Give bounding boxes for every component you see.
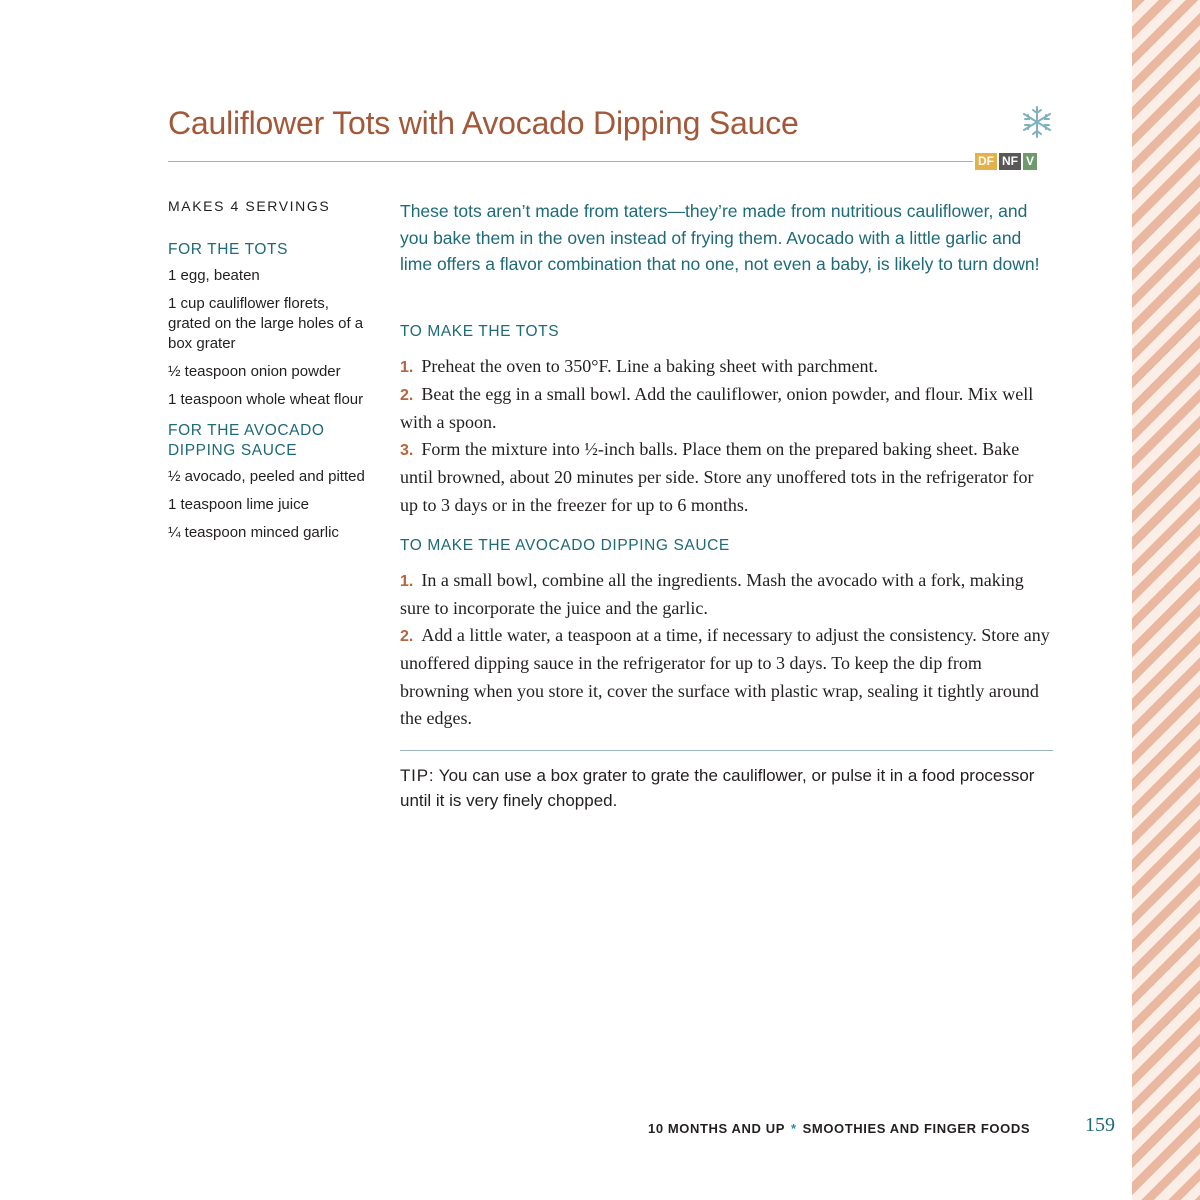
ingredient-item: ½ avocado, peeled and pitted [168,468,365,485]
tots-steps [400,353,1055,519]
sauce-ingredients-heading: FOR THE AVOCADO DIPPING SAUCE [168,422,325,459]
ingredient-item: 1 egg, beaten [168,267,260,284]
tots-ingredients-heading: FOR THE TOTS [168,241,289,258]
running-footer [648,1121,1030,1136]
footer-section: 10 MONTHS AND UP [648,1121,785,1136]
ingredient-item: 1 cup cauliflower florets, grated on the large holes of a box grater [168,295,364,352]
make-tots-heading: TO MAKE THE TOTS [400,322,560,340]
sauce-steps [400,567,1055,732]
title-divider [168,161,973,162]
tots-ingredient-list [168,266,368,410]
step-text: Beat the egg in a small bowl. Add the cauliflower, onion powder, and flour. Mix well with a spoon. [400,383,1034,432]
ingredient-item: 1 teaspoon whole wheat flour [168,391,364,408]
step-number: 2. [400,386,414,404]
tip-label: TIP: [400,765,435,785]
tip [400,763,1055,813]
step-number: 3. [400,442,414,460]
decorative-stripe-band [1132,0,1200,1200]
recipe-title: Cauliflower Tots with Avocado Dipping Sauce [168,105,799,141]
sauce-ingredient-list [168,467,368,543]
tip-divider [400,750,1053,751]
instructions-column [400,198,1055,813]
footer-chapter: SMOOTHIES AND FINGER FOODS [802,1121,1031,1136]
ingredient-item: ½ teaspoon onion powder [168,363,341,380]
step-item [400,436,1055,519]
snowflake-icon [1020,104,1054,140]
step-item [400,381,1055,436]
step-text: Add a little water, a teaspoon at a time, if necessary to adjust the consistency. Store any unoffered dipping sauce in the refrigerator for up to 3 days. To keep the dip from browning when you store it, cover the surface with plastic wrap, sealing it tightly around the edges. [400,625,1050,728]
step-text: Form the mixture into ½-inch balls. Place them on the prepared baking sheet. Bake until browned, about 20 minutes per side. Store any unoffered tots in the refrigerator for up to 3 days or in the freezer for up to 6 months. [400,439,1034,515]
step-number: 1. [400,358,414,376]
step-number: 1. [400,572,414,590]
ingredient-item: ¼ teaspoon minced garlic [168,524,339,541]
footer-separator: * [790,1121,797,1136]
tip-text: You can use a box grater to grate the cauliflower, or pulse it in a food processor until it is very finely chopped. [400,765,1035,810]
page-number: 159 [1085,1114,1115,1136]
step-item [400,622,1055,732]
recipe-intro: These tots aren’t made from taters—they’re made from nutritious cauliflower, and you bake them in the oven instead of frying them. Avocado with a little garlic and lime offers a flavor combination that no one, not even a baby, is likely to turn down! [400,201,1040,274]
make-sauce-heading: TO MAKE THE AVOCADO DIPPING SAUCE [400,536,730,554]
servings: MAKES 4 SERVINGS [168,198,331,214]
ingredient-item: 1 teaspoon lime juice [168,496,309,513]
diet-badges [975,153,1037,170]
step-item [400,567,1055,622]
step-item [400,353,1055,381]
ingredients-column [168,198,368,554]
step-text: In a small bowl, combine all the ingredients. Mash the avocado with a fork, making sure to incorporate the juice and the garlic. [400,569,1024,618]
step-number: 2. [400,628,414,646]
badge-dairy-free: DF [975,153,997,170]
badge-nut-free: NF [999,153,1021,170]
badge-vegetarian: V [1023,153,1037,170]
step-text: Preheat the oven to 350°F. Line a baking sheet with parchment. [421,355,878,376]
